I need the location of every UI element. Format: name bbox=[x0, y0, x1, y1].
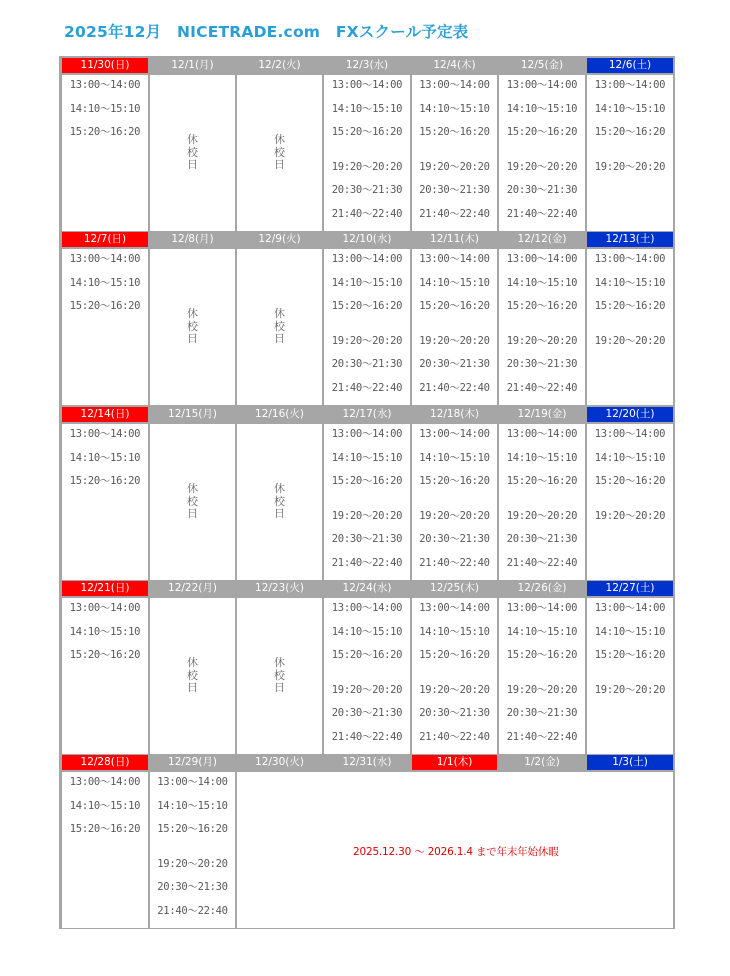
time-slot: 13:00〜14:00 bbox=[506, 253, 578, 265]
day-cell-sun bbox=[62, 75, 148, 231]
time-slot: 15:20〜16:20 bbox=[419, 300, 490, 312]
time-slot: 13:00〜14:00 bbox=[157, 776, 228, 788]
time-slot: 15:20〜16:20 bbox=[594, 649, 666, 661]
time-slot: 15:20〜16:20 bbox=[506, 475, 578, 487]
day-header-mon: 12/15(月) bbox=[150, 407, 235, 422]
day-header-thu: 1/1(木) bbox=[412, 755, 497, 770]
time-slot: 13:00〜14:00 bbox=[419, 79, 490, 91]
time-slot: 21:40〜22:40 bbox=[419, 731, 490, 743]
time-slot: 15:20〜16:20 bbox=[506, 649, 578, 661]
day-header-sat: 1/3(土) bbox=[587, 755, 673, 770]
day-cell-wed bbox=[324, 75, 410, 231]
day-header-tue: 12/9(火) bbox=[237, 232, 322, 247]
day-header-sun: 11/30(日) bbox=[62, 58, 148, 73]
time-slot: 19:20〜20:20 bbox=[331, 510, 403, 522]
time-slot: 14:10〜15:10 bbox=[157, 800, 228, 812]
time-slot: 15:20〜16:20 bbox=[331, 126, 403, 138]
day-header-tue: 12/23(火) bbox=[237, 581, 322, 596]
day-header-sat: 12/27(土) bbox=[587, 581, 673, 596]
closed-day-label: 休 校 日 bbox=[187, 482, 198, 520]
time-slot: 15:20〜16:20 bbox=[331, 475, 403, 487]
day-header-thu: 12/11(木) bbox=[412, 232, 497, 247]
day-header-sun: 12/28(日) bbox=[62, 755, 148, 770]
time-slot: 21:40〜22:40 bbox=[331, 382, 403, 394]
week-row-4 bbox=[59, 581, 675, 754]
time-slot: 15:20〜16:20 bbox=[69, 475, 141, 487]
time-slot: 19:20〜20:20 bbox=[331, 161, 403, 173]
time-slot: 13:00〜14:00 bbox=[506, 428, 578, 440]
time-slot: 21:40〜22:40 bbox=[506, 557, 578, 569]
time-slot: 20:30〜21:30 bbox=[331, 707, 403, 719]
day-cell-sun bbox=[62, 772, 148, 928]
day-cell-mon bbox=[150, 772, 235, 928]
time-slot: 14:10〜15:10 bbox=[594, 103, 666, 115]
day-header-sat: 12/6(土) bbox=[587, 58, 673, 73]
time-slot: 14:10〜15:10 bbox=[419, 277, 490, 289]
time-slot: 15:20〜16:20 bbox=[69, 649, 141, 661]
time-slot: 14:10〜15:10 bbox=[506, 277, 578, 289]
time-slot: 20:30〜21:30 bbox=[419, 533, 490, 545]
time-slot: 13:00〜14:00 bbox=[331, 428, 403, 440]
closed-day-label: 休 校 日 bbox=[274, 133, 285, 171]
time-slot: 15:20〜16:20 bbox=[157, 823, 228, 835]
day-header-mon: 12/29(月) bbox=[150, 755, 235, 770]
day-cell-wed bbox=[324, 598, 410, 754]
day-header-thu: 12/25(木) bbox=[412, 581, 497, 596]
time-slot: 14:10〜15:10 bbox=[594, 626, 666, 638]
time-slot: 15:20〜16:20 bbox=[594, 300, 666, 312]
day-cell-sat bbox=[587, 424, 673, 580]
time-slot: 13:00〜14:00 bbox=[331, 253, 403, 265]
time-slot: 19:20〜20:20 bbox=[506, 510, 578, 522]
day-cell-wed bbox=[324, 424, 410, 580]
day-header-fri: 12/26(金) bbox=[499, 581, 585, 596]
time-slot: 15:20〜16:20 bbox=[506, 300, 578, 312]
time-slot: 14:10〜15:10 bbox=[594, 452, 666, 464]
day-header-wed: 12/24(水) bbox=[324, 581, 410, 596]
day-header-wed: 12/3(水) bbox=[324, 58, 410, 73]
time-slot: 21:40〜22:40 bbox=[419, 557, 490, 569]
day-cell-sun bbox=[62, 424, 148, 580]
day-cell-sun bbox=[62, 598, 148, 754]
time-slot: 13:00〜14:00 bbox=[69, 602, 141, 614]
time-slot: 13:00〜14:00 bbox=[594, 602, 666, 614]
time-slot: 14:10〜15:10 bbox=[331, 626, 403, 638]
time-slot: 14:10〜15:10 bbox=[419, 452, 490, 464]
time-slot: 19:20〜20:20 bbox=[506, 684, 578, 696]
time-slot: 14:10〜15:10 bbox=[331, 452, 403, 464]
time-slot: 13:00〜14:00 bbox=[506, 602, 578, 614]
day-cell-wed bbox=[324, 249, 410, 405]
time-slot: 15:20〜16:20 bbox=[331, 649, 403, 661]
time-slot: 13:00〜14:00 bbox=[419, 602, 490, 614]
time-slot: 20:30〜21:30 bbox=[506, 533, 578, 545]
day-cell-thu bbox=[412, 424, 497, 580]
day-cell-thu bbox=[412, 249, 497, 405]
day-header-sun: 12/7(日) bbox=[62, 232, 148, 247]
closed-day-label: 休 校 日 bbox=[274, 482, 285, 520]
day-header-thu: 12/4(木) bbox=[412, 58, 497, 73]
time-slot: 19:20〜20:20 bbox=[331, 684, 403, 696]
day-cell-sat bbox=[587, 598, 673, 754]
time-slot: 14:10〜15:10 bbox=[594, 277, 666, 289]
day-cell-mon bbox=[150, 598, 235, 754]
time-slot: 19:20〜20:20 bbox=[594, 335, 666, 347]
day-header-fri: 12/12(金) bbox=[499, 232, 585, 247]
day-header-wed: 12/17(水) bbox=[324, 407, 410, 422]
day-header-sun: 12/14(日) bbox=[62, 407, 148, 422]
time-slot: 14:10〜15:10 bbox=[69, 277, 141, 289]
week-row-3 bbox=[59, 407, 675, 580]
time-slot: 14:10〜15:10 bbox=[331, 103, 403, 115]
day-cell-mon bbox=[150, 424, 235, 580]
day-header-mon: 12/8(月) bbox=[150, 232, 235, 247]
time-slot: 14:10〜15:10 bbox=[69, 626, 141, 638]
day-header-fri: 1/2(金) bbox=[499, 755, 585, 770]
time-slot: 13:00〜14:00 bbox=[419, 253, 490, 265]
day-cell-mon bbox=[150, 249, 235, 405]
day-cell-fri bbox=[499, 75, 585, 231]
time-slot: 13:00〜14:00 bbox=[331, 602, 403, 614]
day-header-tue: 12/2(火) bbox=[237, 58, 322, 73]
time-slot: 20:30〜21:30 bbox=[506, 184, 578, 196]
time-slot: 15:20〜16:20 bbox=[419, 475, 490, 487]
time-slot: 13:00〜14:00 bbox=[69, 428, 141, 440]
time-slot: 14:10〜15:10 bbox=[506, 103, 578, 115]
time-slot: 19:20〜20:20 bbox=[419, 510, 490, 522]
schedule-calendar bbox=[59, 56, 675, 929]
time-slot: 20:30〜21:30 bbox=[419, 707, 490, 719]
day-header-sat: 12/13(土) bbox=[587, 232, 673, 247]
time-slot: 19:20〜20:20 bbox=[157, 858, 228, 870]
holiday-notice-cell bbox=[237, 772, 673, 928]
closed-day-label: 休 校 日 bbox=[274, 656, 285, 694]
time-slot: 20:30〜21:30 bbox=[331, 184, 403, 196]
time-slot: 19:20〜20:20 bbox=[331, 335, 403, 347]
closed-day-label: 休 校 日 bbox=[187, 656, 198, 694]
time-slot: 20:30〜21:30 bbox=[419, 184, 490, 196]
day-header-sat: 12/20(土) bbox=[587, 407, 673, 422]
time-slot: 14:10〜15:10 bbox=[419, 103, 490, 115]
time-slot: 19:20〜20:20 bbox=[594, 684, 666, 696]
time-slot: 15:20〜16:20 bbox=[69, 823, 141, 835]
page-title: 2025年12月 NICETRADE.com FXスクール予定表 bbox=[64, 23, 469, 41]
time-slot: 14:10〜15:10 bbox=[506, 452, 578, 464]
time-slot: 20:30〜21:30 bbox=[331, 533, 403, 545]
day-header-thu: 12/18(木) bbox=[412, 407, 497, 422]
time-slot: 19:20〜20:20 bbox=[419, 161, 490, 173]
time-slot: 14:10〜15:10 bbox=[506, 626, 578, 638]
time-slot: 15:20〜16:20 bbox=[419, 126, 490, 138]
day-header-fri: 12/19(金) bbox=[499, 407, 585, 422]
time-slot: 15:20〜16:20 bbox=[594, 475, 666, 487]
day-header-tue: 12/16(火) bbox=[237, 407, 322, 422]
time-slot: 13:00〜14:00 bbox=[69, 253, 141, 265]
time-slot: 13:00〜14:00 bbox=[594, 428, 666, 440]
time-slot: 14:10〜15:10 bbox=[419, 626, 490, 638]
day-cell-thu bbox=[412, 75, 497, 231]
time-slot: 15:20〜16:20 bbox=[331, 300, 403, 312]
time-slot: 20:30〜21:30 bbox=[157, 881, 228, 893]
time-slot: 19:20〜20:20 bbox=[506, 335, 578, 347]
time-slot: 21:40〜22:40 bbox=[419, 382, 490, 394]
time-slot: 21:40〜22:40 bbox=[419, 208, 490, 220]
time-slot: 13:00〜14:00 bbox=[69, 79, 141, 91]
time-slot: 13:00〜14:00 bbox=[506, 79, 578, 91]
time-slot: 20:30〜21:30 bbox=[506, 358, 578, 370]
holiday-notice: 2025.12.30 〜 2026.1.4 まで年末年始休暇 bbox=[353, 846, 559, 858]
week-row-1 bbox=[59, 58, 675, 231]
day-cell-tue bbox=[237, 249, 322, 405]
time-slot: 21:40〜22:40 bbox=[506, 382, 578, 394]
closed-day-label: 休 校 日 bbox=[187, 133, 198, 171]
day-cell-sun bbox=[62, 249, 148, 405]
time-slot: 13:00〜14:00 bbox=[331, 79, 403, 91]
time-slot: 14:10〜15:10 bbox=[69, 800, 141, 812]
time-slot: 13:00〜14:00 bbox=[69, 776, 141, 788]
time-slot: 20:30〜21:30 bbox=[419, 358, 490, 370]
day-cell-fri bbox=[499, 249, 585, 405]
time-slot: 15:20〜16:20 bbox=[506, 126, 578, 138]
time-slot: 21:40〜22:40 bbox=[506, 731, 578, 743]
day-cell-fri bbox=[499, 424, 585, 580]
day-cell-sat bbox=[587, 75, 673, 231]
time-slot: 21:40〜22:40 bbox=[331, 208, 403, 220]
day-cell-sat bbox=[587, 249, 673, 405]
day-header-fri: 12/5(金) bbox=[499, 58, 585, 73]
closed-day-label: 休 校 日 bbox=[274, 307, 285, 345]
time-slot: 21:40〜22:40 bbox=[331, 557, 403, 569]
time-slot: 13:00〜14:00 bbox=[419, 428, 490, 440]
time-slot: 19:20〜20:20 bbox=[419, 684, 490, 696]
time-slot: 13:00〜14:00 bbox=[594, 253, 666, 265]
day-cell-fri bbox=[499, 598, 585, 754]
day-header-mon: 12/1(月) bbox=[150, 58, 235, 73]
time-slot: 15:20〜16:20 bbox=[69, 300, 141, 312]
time-slot: 19:20〜20:20 bbox=[594, 510, 666, 522]
day-header-wed: 12/31(水) bbox=[324, 755, 410, 770]
time-slot: 19:20〜20:20 bbox=[506, 161, 578, 173]
time-slot: 13:00〜14:00 bbox=[594, 79, 666, 91]
time-slot: 21:40〜22:40 bbox=[331, 731, 403, 743]
day-header-mon: 12/22(月) bbox=[150, 581, 235, 596]
day-cell-tue bbox=[237, 598, 322, 754]
week-row-5 bbox=[59, 755, 675, 928]
day-cell-tue bbox=[237, 75, 322, 231]
day-header-wed: 12/10(水) bbox=[324, 232, 410, 247]
closed-day-label: 休 校 日 bbox=[187, 307, 198, 345]
day-header-tue: 12/30(火) bbox=[237, 755, 322, 770]
week-row-2 bbox=[59, 232, 675, 405]
time-slot: 14:10〜15:10 bbox=[331, 277, 403, 289]
time-slot: 21:40〜22:40 bbox=[506, 208, 578, 220]
day-header-sun: 12/21(日) bbox=[62, 581, 148, 596]
time-slot: 15:20〜16:20 bbox=[594, 126, 666, 138]
day-cell-mon bbox=[150, 75, 235, 231]
time-slot: 19:20〜20:20 bbox=[594, 161, 666, 173]
time-slot: 14:10〜15:10 bbox=[69, 452, 141, 464]
time-slot: 21:40〜22:40 bbox=[157, 905, 228, 917]
day-cell-tue bbox=[237, 424, 322, 580]
time-slot: 20:30〜21:30 bbox=[506, 707, 578, 719]
time-slot: 15:20〜16:20 bbox=[69, 126, 141, 138]
time-slot: 15:20〜16:20 bbox=[419, 649, 490, 661]
time-slot: 20:30〜21:30 bbox=[331, 358, 403, 370]
day-cell-thu bbox=[412, 598, 497, 754]
time-slot: 14:10〜15:10 bbox=[69, 103, 141, 115]
time-slot: 19:20〜20:20 bbox=[419, 335, 490, 347]
